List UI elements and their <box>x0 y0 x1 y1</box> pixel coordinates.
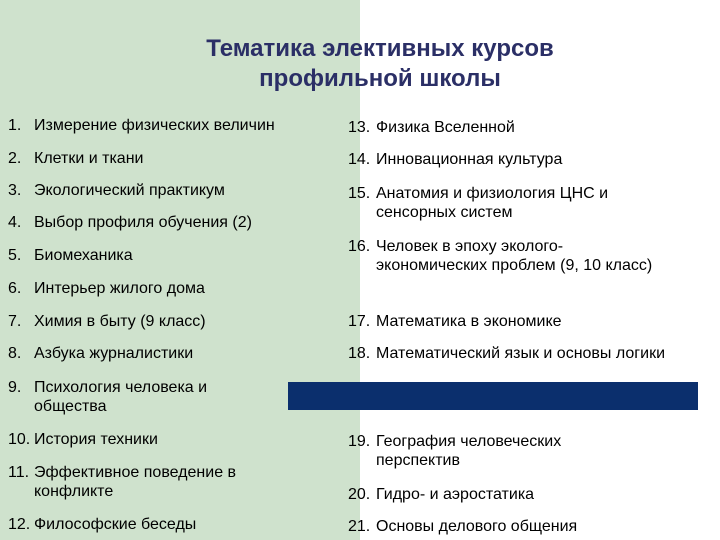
item-number: 19. <box>348 433 371 450</box>
list-item <box>8 430 326 449</box>
item-text: Экологический практикум <box>34 182 225 199</box>
item-text: Философские беседы <box>34 516 197 533</box>
list-item <box>348 432 678 470</box>
list-item <box>8 463 326 501</box>
item-text: Человек в эпоху эколого-экономических проблем (9, 10 класс) <box>376 238 653 274</box>
item-number: 9. <box>8 379 22 396</box>
item-text: Гидро- и аэростатика <box>376 486 535 503</box>
list-item <box>8 279 326 298</box>
item-text: Измерение физических величин <box>34 117 275 134</box>
item-text: Клетки и ткани <box>34 150 144 167</box>
item-number: 3. <box>8 182 22 199</box>
slide-title <box>150 34 610 94</box>
item-text: Азбука журналистики <box>34 345 194 362</box>
list-item <box>348 184 678 222</box>
list-item <box>348 312 678 331</box>
item-text: Математический язык и основы логики <box>376 345 665 362</box>
item-number: 16. <box>348 238 371 255</box>
item-number: 20. <box>348 486 371 503</box>
item-number: 17. <box>348 313 371 330</box>
item-number: 13. <box>348 119 371 136</box>
list-item <box>8 312 326 331</box>
item-number: 18. <box>348 345 371 362</box>
item-number: 15. <box>348 185 371 202</box>
list-item <box>8 378 326 416</box>
item-text: Психология человека и общества <box>34 379 208 415</box>
list-item <box>348 237 678 275</box>
list-item <box>8 344 326 363</box>
item-number: 12. <box>8 516 31 533</box>
item-text: Анатомия и физиология ЦНС и сенсорных систем <box>376 185 609 221</box>
item-number: 6. <box>8 280 22 297</box>
item-number: 8. <box>8 345 22 362</box>
item-text: География человеческих перспектив <box>376 433 562 469</box>
item-text: Выбор профиля обучения (2) <box>34 214 252 231</box>
item-number: 10. <box>8 431 31 448</box>
list-item <box>8 116 326 135</box>
item-number: 14. <box>348 151 371 168</box>
item-number: 11. <box>8 464 30 481</box>
item-text: История техники <box>34 431 158 448</box>
item-text: Основы делового общения <box>376 518 578 535</box>
item-number: 4. <box>8 214 22 231</box>
list-item <box>8 181 326 200</box>
item-number: 2. <box>8 150 22 167</box>
list-item <box>348 517 678 536</box>
item-number: 5. <box>8 247 22 264</box>
slide-title-line-1: Тематика элективных курсов <box>206 35 554 62</box>
item-text: Эффективное поведение в конфликте <box>34 464 237 500</box>
list-item <box>8 515 326 534</box>
list-item <box>8 213 326 232</box>
item-text: Химия в быту (9 класс) <box>34 313 206 330</box>
item-number: 7. <box>8 313 22 330</box>
item-text: Биомеханика <box>34 247 133 264</box>
item-number: 1. <box>8 117 22 134</box>
list-item <box>348 344 678 363</box>
item-number: 21. <box>348 518 371 535</box>
item-text: Интерьер жилого дома <box>34 280 205 297</box>
list-item <box>8 149 326 168</box>
list-item <box>348 485 678 504</box>
item-text: Физика Вселенной <box>376 119 515 136</box>
item-text: Инновационная культура <box>376 151 563 168</box>
slide-title-line-2: профильной школы <box>259 65 501 92</box>
item-text: Математика в экономике <box>376 313 562 330</box>
accent-bar <box>288 382 698 410</box>
list-item <box>348 150 678 169</box>
list-item <box>348 118 678 137</box>
list-item <box>8 246 326 265</box>
